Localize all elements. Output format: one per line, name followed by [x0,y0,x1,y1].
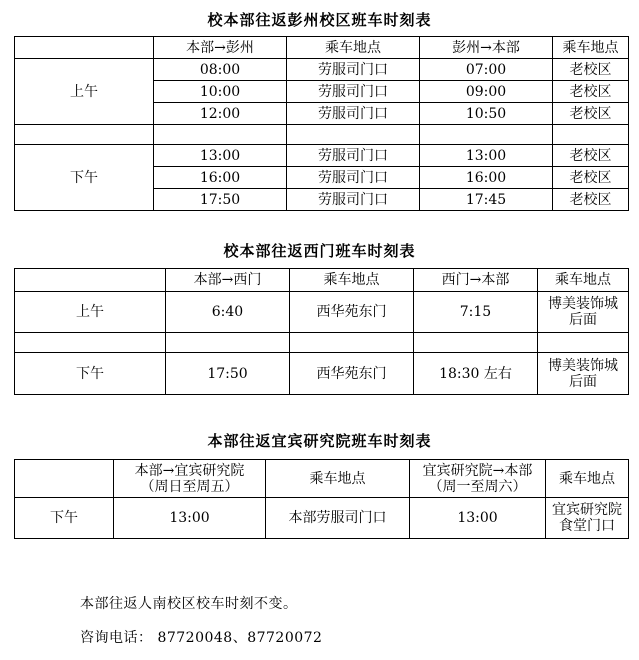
header-line: 宜宾研究院→本部 [422,462,533,479]
table-cell: 老校区 [553,81,629,103]
cell-line: 博美装饰城 [548,357,618,374]
header-empty-cell [15,460,114,498]
table-cell: 老校区 [553,103,629,125]
pengzhou-title: 校本部往返彭州校区班车时刻表 [207,11,432,29]
table-cell: 07:00 [420,59,553,81]
table-cell [538,292,629,333]
header-cell: 乘车地点 [553,37,629,59]
table-cell: 13:00 [154,145,287,167]
cell-line: 后面 [569,312,597,328]
period-label-am: 上午 [15,59,154,125]
header-cell: 乘车地点 [546,460,629,498]
table-cell: 13:00 [420,145,553,167]
header-cell [114,460,266,498]
table-header-row [15,269,629,292]
pengzhou-schedule-table [14,36,629,211]
header-cell: 西门→本部 [414,269,538,292]
table-cell: 劳服司门口 [287,59,420,81]
period-label-pm: 下午 [15,498,114,539]
contact-phone: 咨询电话： 87720048、87720072 [80,630,323,646]
table-cell: 16:00 [154,167,287,189]
cell-line: 宜宾研究院 [552,502,622,518]
table-cell: 10:50 [420,103,553,125]
table-cell [546,498,629,539]
table-cell: 08:00 [154,59,287,81]
table-cell: 劳服司门口 [287,81,420,103]
yibin-schedule-table [14,459,629,539]
table-row [15,292,629,333]
header-line: （周一至周六） [428,478,527,495]
table-cell: 09:00 [420,81,553,103]
header-cell: 乘车地点 [266,460,410,498]
yibin-title: 本部往返宜宾研究院班车时刻表 [207,432,432,450]
table-row [15,59,629,81]
header-cell: 本部→西门 [166,269,290,292]
table-cell: 劳服司门口 [287,189,420,211]
table-header-row [15,37,629,59]
table-header-row [15,460,629,498]
cell-line: 后面 [569,373,597,390]
header-cell: 彭州→本部 [420,37,553,59]
table-cell: 17:50 [154,189,287,211]
table-cell: 劳服司门口 [287,103,420,125]
period-label-pm: 下午 [15,145,154,211]
header-line: 本部→宜宾研究院 [134,462,245,479]
table-cell: 劳服司门口 [287,167,420,189]
table-cell: 老校区 [553,145,629,167]
period-label-am: 上午 [15,292,166,333]
header-cell: 本部→彭州 [154,37,287,59]
table-cell: 6:40 [166,292,290,333]
ximen-title: 校本部往返西门班车时刻表 [223,242,416,260]
table-cell: 7:15 [414,292,538,333]
table-cell: 老校区 [553,167,629,189]
nanxiaoqu-note: 本部往返人南校区校车时刻不变。 [80,596,298,612]
table-cell: 17:50 [166,353,290,395]
header-empty-cell [15,269,166,292]
ximen-schedule-table [14,268,629,395]
header-cell [410,460,546,498]
table-cell: 17:45 [420,189,553,211]
table-cell: 西华苑东门 [290,353,414,395]
header-cell: 乘车地点 [538,269,629,292]
header-line: （周日至周五） [140,478,239,495]
spacer-row [15,125,629,145]
table-cell: 老校区 [553,189,629,211]
table-row [15,145,629,167]
table-cell: 13:00 [410,498,546,539]
table-cell [538,353,629,395]
table-cell: 西华苑东门 [290,292,414,333]
table-cell: 18:30 左右 [414,353,538,395]
header-empty-cell [15,37,154,59]
table-cell: 13:00 [114,498,266,539]
header-cell: 乘车地点 [287,37,420,59]
spacer-row [15,333,629,353]
cell-line: 食堂门口 [559,518,615,534]
table-cell: 12:00 [154,103,287,125]
header-cell: 乘车地点 [290,269,414,292]
cell-line: 博美装饰城 [548,296,618,312]
table-cell: 本部劳服司门口 [266,498,410,539]
table-cell: 劳服司门口 [287,145,420,167]
table-row [15,353,629,395]
table-cell: 老校区 [553,59,629,81]
table-cell: 10:00 [154,81,287,103]
table-cell: 16:00 [420,167,553,189]
period-label-pm: 下午 [15,353,166,395]
table-row [15,498,629,539]
